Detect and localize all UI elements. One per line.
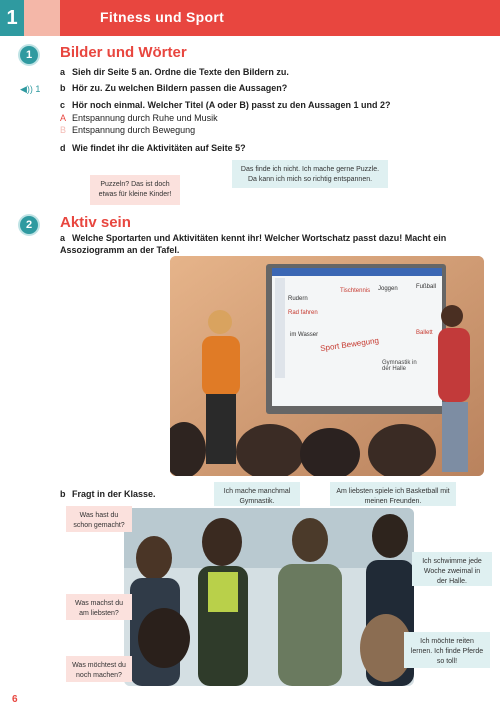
speech-bubble-question-1: Was hast du schon gemacht?	[66, 506, 132, 532]
section-2-title: Aktiv sein	[60, 214, 131, 231]
speech-bubble-question-3: Was möchtest du noch machen?	[66, 656, 132, 682]
students-illustration	[124, 508, 414, 686]
speech-bubble-answer-4: Ich möchte reiten lernen. Ich finde Pferde so toll!	[404, 632, 490, 668]
board-word-fussball: Fußball	[416, 284, 437, 290]
header-strip	[24, 0, 60, 36]
task-1d: d Wie findet ihr die Aktivitäten auf Seite 5?	[60, 143, 246, 153]
speech-bubble-answer-1: Ich mache manchmal Gymnastik.	[214, 482, 300, 506]
option-a: A Entspannung durch Ruhe und Musik	[60, 113, 218, 123]
page-number: 6	[12, 694, 18, 705]
speech-bubble-kids: Puzzeln? Das ist doch etwas für kleine Kinder!	[90, 175, 180, 205]
task-2a: a Welche Sportarten und Aktivitäten kennt ihr! Welcher Wortschatz passt dazu! Macht ein Assoziogramm an der Tafel.	[60, 233, 447, 255]
task-1b: b Hör zu. Zu welchen Bildern passen die Aussagen?	[60, 83, 288, 93]
section-1-title: Bilder und Wörter	[60, 44, 187, 61]
speech-bubble-answer-3: Ich schwimme jede Woche zweimal in der Halle.	[412, 552, 492, 586]
board-word-joggen: Joggen	[378, 286, 398, 292]
speech-bubble-puzzle: Das finde ich nicht. Ich mache gerne Puzzle. Da kann ich mich so richtig entspannen.	[232, 160, 388, 188]
classroom-photo	[170, 256, 484, 476]
option-b: B Entspannung durch Bewegung	[60, 125, 196, 135]
speech-bubble-question-2: Was machst du am liebsten?	[66, 594, 132, 620]
board-word-wasser: im Wasser	[290, 332, 319, 338]
classroom-illustration	[170, 256, 484, 476]
speaker-icon[interactable]: ◀)) 1	[20, 84, 41, 94]
unit-number: 1	[0, 0, 24, 36]
students-photo	[124, 508, 414, 686]
board-word-tischtennis: Tischtennis	[340, 288, 371, 294]
section-1-badge: 1	[20, 46, 38, 64]
board-word-rad-fahren: Rad fahren	[288, 310, 318, 316]
board-word-gymnastik: Gymnastik in der Halle	[382, 360, 417, 372]
board-word-ballett: Ballett	[416, 330, 433, 336]
board-word-rudern: Rudern	[288, 296, 308, 302]
speech-bubble-answer-2: Am liebsten spiele ich Basketball mit meinen Freunden.	[330, 482, 456, 506]
task-1a: a Sieh dir Seite 5 an. Ordne die Texte den Bildern zu.	[60, 67, 289, 77]
section-2-badge: 2	[20, 216, 38, 234]
task-1c: c Hör noch einmal. Welcher Titel (A oder B) passt zu den Aussagen 1 und 2?	[60, 100, 391, 110]
task-2b: b Fragt in der Klasse.	[60, 489, 156, 499]
board-center-word: Sport Bewegung	[319, 335, 380, 354]
page-title: Fitness und Sport	[100, 9, 225, 25]
